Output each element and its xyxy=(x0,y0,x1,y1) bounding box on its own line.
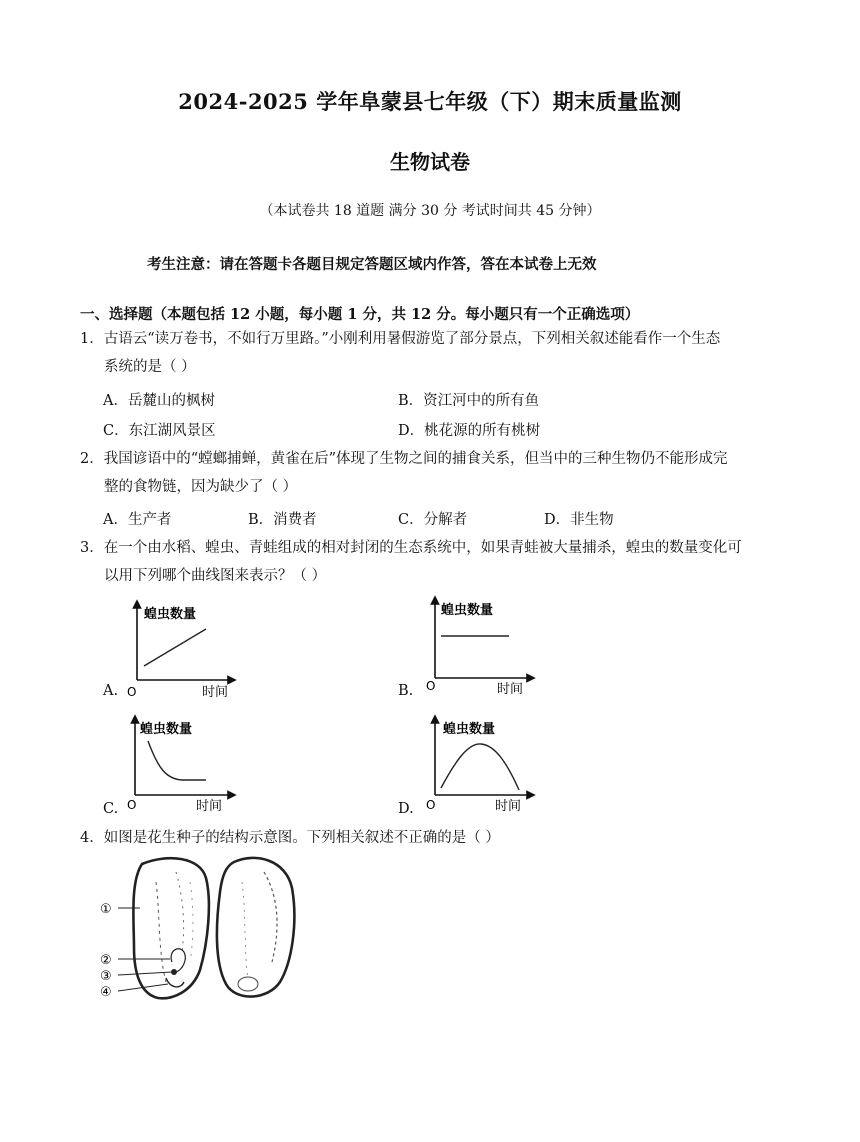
graph-c xyxy=(122,713,242,815)
graph-b-origin: O xyxy=(426,679,436,693)
graph-b-ylabel: 蝗虫数量 xyxy=(441,603,494,618)
question-1-line2: 系统的是（ ） xyxy=(104,359,196,375)
question-1-stem xyxy=(80,325,780,381)
graph-c-ylabel: 蝗虫数量 xyxy=(140,722,193,737)
seed-label-2: ② xyxy=(100,953,112,968)
graph-b-xlabel: 时间 xyxy=(497,682,524,697)
question-3-line1: 3．在一个由水稻、蝗虫、青蛙组成的相对封闭的生态系统中，如果青蛙被大量捕杀，蝗虫的数量变化可 xyxy=(80,540,742,556)
graph-d xyxy=(421,713,541,815)
seed-left-cotyledon xyxy=(133,858,209,998)
page-subtitle: 生物试卷 xyxy=(390,150,470,174)
question-2-stem xyxy=(80,445,780,501)
question-3-stem xyxy=(80,534,780,590)
graph-d-ylabel: 蝗虫数量 xyxy=(443,722,496,737)
page-title: 2024-2025 学年阜蒙县七年级（下）期末质量监测 xyxy=(178,89,682,114)
graph-a xyxy=(122,598,242,700)
graph-b xyxy=(421,594,541,698)
question-3-option-a: A. xyxy=(103,683,119,699)
seed-radicle xyxy=(166,978,184,987)
graph-d-curve xyxy=(441,744,519,790)
question-4-stem xyxy=(80,824,780,852)
question-3-option-c: C. xyxy=(103,801,119,817)
section-heading: 一、选择题（本题包括 12 小题，每小题 1 分，共 12 分。每小题只有一个正确选项） xyxy=(80,306,640,323)
seed-label-3: ③ xyxy=(100,969,112,984)
seed-embryo-bud xyxy=(171,949,185,972)
question-2-line1: 2．我国谚语中的“螳螂捕蝉，黄雀在后”体现了生物之间的捕食关系，但当中的三种生物仍不能形成完 xyxy=(80,451,728,467)
exam-notice: 考生注意：请在答题卡各题目规定答题区域内作答，答在本试卷上无效 xyxy=(147,256,597,273)
question-3-line2: 以用下列哪个曲线图来表示？（ ） xyxy=(104,568,327,584)
question-2-option-d: D．非生物 xyxy=(544,512,614,528)
question-2-line2: 整的食物链，因为缺少了（ ） xyxy=(104,479,298,495)
question-1-option-c: C．东江湖风景区 xyxy=(103,423,216,439)
question-2-option-a: A．生产者 xyxy=(103,512,172,528)
graph-a-xlabel: 时间 xyxy=(202,685,229,700)
peanut-seed-diagram xyxy=(96,852,306,1004)
graph-c-curve xyxy=(148,741,206,780)
graph-a-origin: O xyxy=(127,685,137,699)
question-2-option-b: B．消费者 xyxy=(248,512,317,528)
question-2-option-c: C．分解者 xyxy=(398,512,468,528)
graph-c-xlabel: 时间 xyxy=(196,799,223,814)
question-3-option-b: B. xyxy=(398,683,414,699)
exam-info: （本试卷共 18 道题 满分 30 分 考试时间共 45 分钟） xyxy=(259,203,601,219)
question-3-option-d: D. xyxy=(398,801,414,817)
graph-a-ylabel: 蝗虫数量 xyxy=(144,607,197,622)
question-1-line1: 1．古语云“读万卷书，不如行万里路。”小刚利用暑假游览了部分景点，下列相关叙述能看作一个生态 xyxy=(80,331,721,347)
seed-right-cotyledon xyxy=(217,858,294,997)
graph-d-origin: O xyxy=(426,798,436,812)
question-1-option-d: D．桃花源的所有桃树 xyxy=(398,423,541,439)
graph-a-curve xyxy=(144,629,206,666)
graph-c-origin: O xyxy=(127,798,137,812)
question-1-option-a: A．岳麓山的枫树 xyxy=(103,393,215,409)
seed-label-4: ④ xyxy=(100,985,112,1000)
graph-d-xlabel: 时间 xyxy=(495,799,522,814)
question-1-option-b: B．资江河中的所有鱼 xyxy=(398,393,540,409)
question-4-line1: 4．如图是花生种子的结构示意图。下列相关叙述不正确的是（ ） xyxy=(80,830,500,846)
seed-label-1: ① xyxy=(100,902,112,917)
